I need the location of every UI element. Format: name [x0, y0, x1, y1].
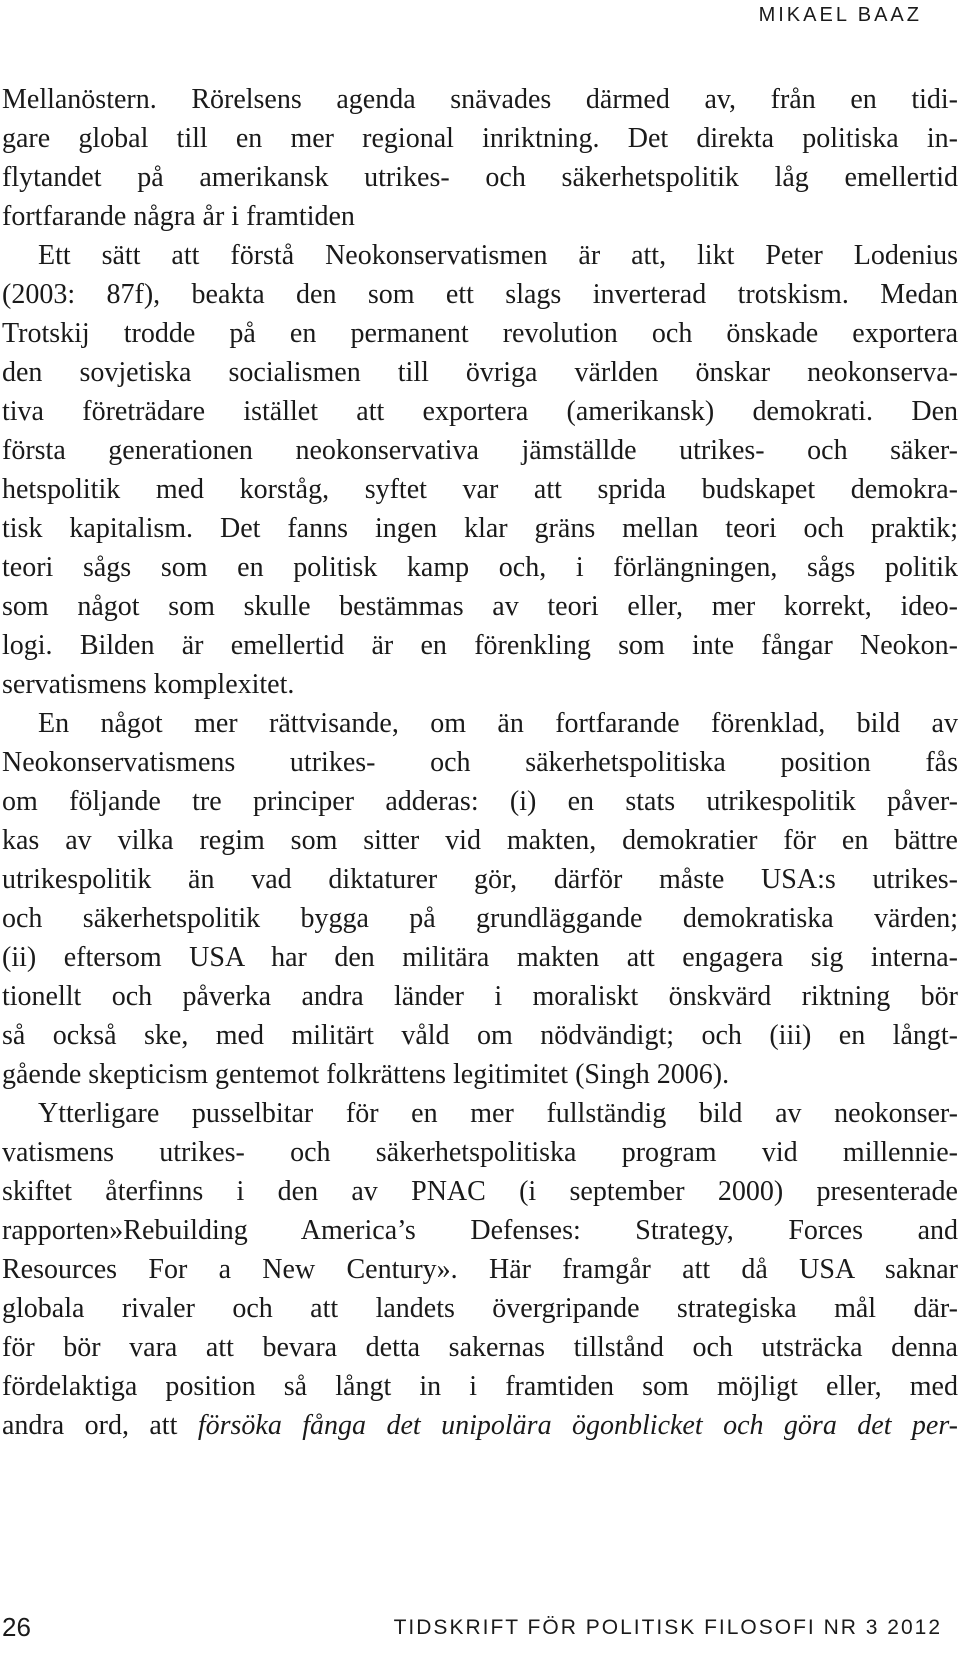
- text-line: gående skepticism gentemot folkrättens legitimitet (Singh 2006).: [2, 1059, 730, 1090]
- text-line: globala rivaler och att landets övergripande strategiska mål där-: [2, 1293, 958, 1324]
- text-line: tionellt och påverka andra länder i moraliskt önskvärd riktning bör: [2, 981, 958, 1012]
- running-head: MIKAEL BAAZ: [758, 4, 922, 26]
- text-line: vatismens utrikes- och säkerhetspolitiska program vid millennie-: [2, 1137, 958, 1168]
- text-line: och säkerhetspolitik bygga på grundläggande demokratiska värden;: [2, 903, 958, 934]
- text-line: rapporten»Rebuilding America’s Defenses: Strategy, Forces and: [2, 1215, 958, 1246]
- page-number: 26: [2, 1612, 31, 1642]
- text-line: den sovjetiska socialismen till övriga världen önskar neokonserva-: [2, 357, 958, 388]
- text-line: Trotskij trodde på en permanent revolution och önskade exportera: [2, 318, 958, 349]
- last-line-roman: andra ord, att: [2, 1410, 198, 1441]
- text-line-last: [2, 1406, 958, 1445]
- journal-footer: TIDSKRIFT FÖR POLITISK FILOSOFI NR 3 2012: [393, 1616, 942, 1639]
- text-line: Mellanöstern. Rörelsens agenda snävades därmed av, från en tidi-: [2, 84, 958, 115]
- last-line-italic: försöka fånga det unipolära ögonblicket och göra det per-: [197, 1410, 958, 1441]
- text-line: första generationen neokonservativa jämställde utrikes- och säker-: [2, 435, 958, 466]
- text-line: så också ske, med militärt våld om nödvändigt; och (iii) en långt-: [2, 1020, 958, 1051]
- text-line: skiftet återfinns i den av PNAC (i september 2000) presenterade: [2, 1176, 958, 1207]
- text-line: (ii) eftersom USA har den militära makten att engagera sig interna-: [2, 942, 958, 973]
- text-line: som något som skulle bestämmas av teori eller, mer korrekt, ideo-: [2, 591, 958, 622]
- text-line: Ett sätt att förstå Neokonservatismen är att, likt Peter Lodenius: [38, 240, 958, 271]
- text-line: Ytterligare pusselbitar för en mer fullständig bild av neokonser-: [38, 1098, 958, 1129]
- text-line: hetspolitik med korståg, syftet var att sprida budskapet demokra-: [2, 474, 958, 505]
- text-line: för bör vara att bevara detta sakernas tillstånd och utsträcka denna: [2, 1332, 958, 1363]
- text-line: logi. Bilden är emellertid är en förenkling som inte fångar Neokon-: [2, 630, 958, 661]
- text-line: tisk kapitalism. Det fanns ingen klar gräns mellan teori och praktik;: [2, 513, 958, 544]
- text-line: tiva företrädare istället att exportera (amerikansk) demokrati. Den: [2, 396, 958, 427]
- text-line: (2003: 87f), beakta den som ett slags inverterad trotskism. Medan: [2, 279, 958, 310]
- body-text: [2, 80, 958, 1445]
- text-line: gare global till en mer regional inriktning. Det direkta politiska in-: [2, 123, 958, 154]
- text-line: Neokonservatismens utrikes- och säkerhetspolitiska position fås: [2, 747, 958, 778]
- text-line: Resources For a New Century». Här framgår att då USA saknar: [2, 1254, 958, 1285]
- text-line: kas av vilka regim som sitter vid makten, demokratier för en bättre: [2, 825, 958, 856]
- text-line: flytandet på amerikansk utrikes- och säkerhetspolitik låg emellertid: [2, 162, 958, 193]
- text-line: servatismens komplexitet.: [2, 669, 295, 700]
- text-line: teori sågs som en politisk kamp och, i förlängningen, sågs politik: [2, 552, 958, 583]
- text-line: En något mer rättvisande, om än fortfarande förenklad, bild av: [38, 708, 958, 739]
- text-line: om följande tre principer adderas: (i) en stats utrikespolitik påver-: [2, 786, 958, 817]
- text-line: fördelaktiga position så långt in i framtiden som möjligt eller, med: [2, 1371, 958, 1402]
- text-line: fortfarande några år i framtiden: [2, 201, 355, 232]
- text-line: utrikespolitik än vad diktaturer gör, därför måste USA:s utrikes-: [2, 864, 958, 895]
